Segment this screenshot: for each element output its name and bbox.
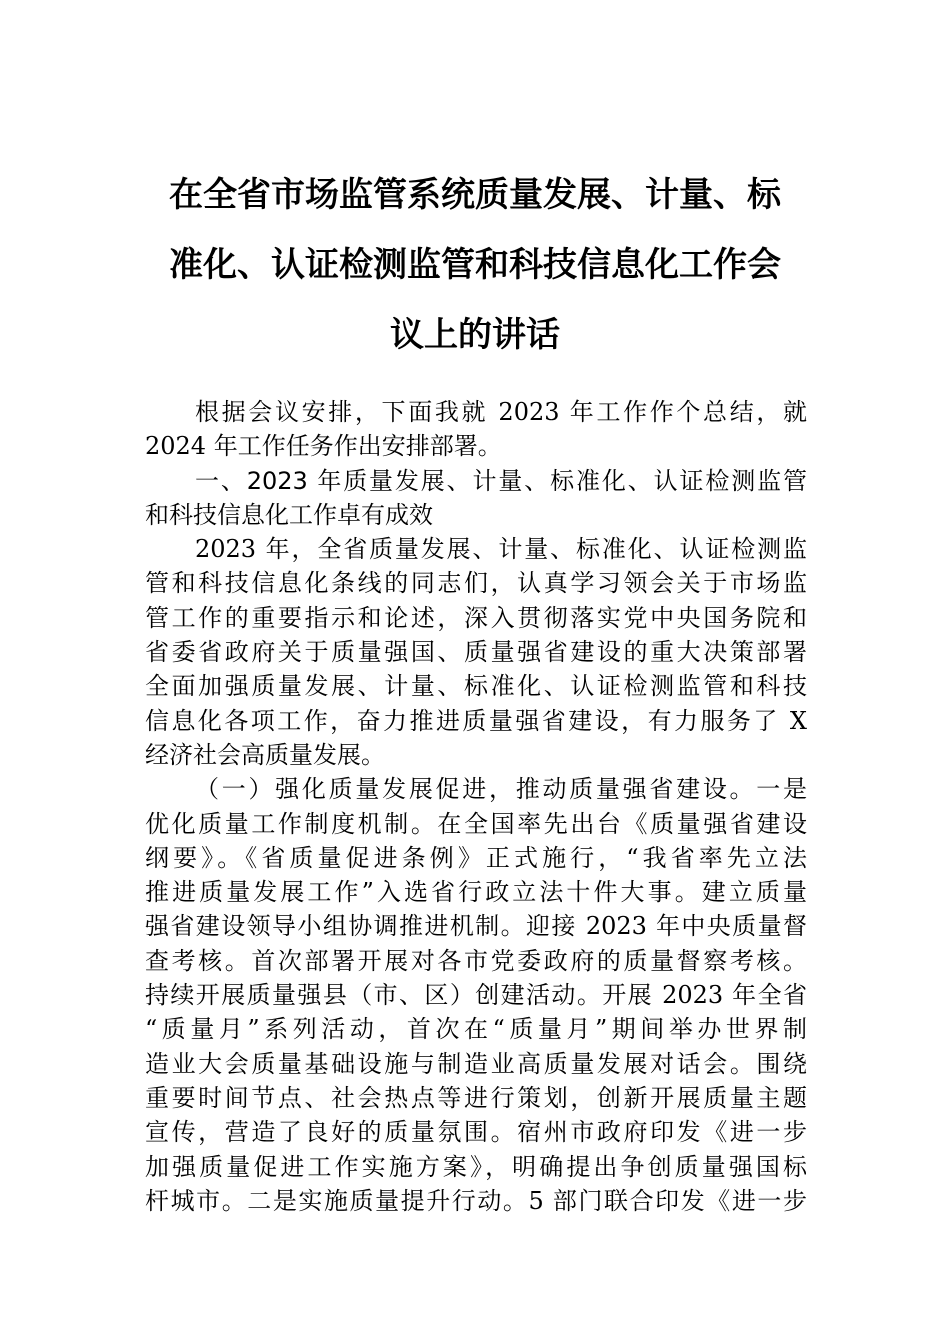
document-title [150, 160, 800, 370]
title-line: 在全省市场监管系统质量发展、计量、标 [169, 175, 781, 215]
subsection-line: 纲要》。《省质量促进条例》正式施行，“我省率先立法 [145, 843, 807, 872]
paragraph-line: 管工作的重要指示和论述，深入贯彻落实党中央国务院和 [145, 603, 807, 632]
subsection-line: 优化质量工作制度机制。在全国率先出台《质量强省建设 [145, 809, 807, 838]
intro-line: 根据会议安排，下面我就 2023 年工作作个总结，就 [195, 398, 807, 426]
subsection-line: （一）强化质量发展促进，推动质量强省建设。一是 [195, 775, 807, 804]
subsection-line: 重要时间节点、社会热点等进行策划，创新开展质量主题 [145, 1083, 807, 1112]
subsection-line: 杆城市。二是实施质量提升行动。5 部门联合印发《进一步 [145, 1186, 807, 1215]
section-heading-line: 和科技信息化工作卓有成效 [145, 500, 433, 529]
subsection-line: 推进质量发展工作”入选省行政立法十件大事。建立质量 [145, 878, 807, 907]
subsection-line: 强省建设领导小组协调推进机制。迎接 2023 年中央质量督 [145, 912, 807, 941]
section-heading-line: 一、2023 年质量发展、计量、标准化、认证检测监管 [195, 466, 807, 495]
intro-line: 2024 年工作任务作出安排部署。 [145, 432, 502, 461]
subsection-line: 加强质量促进工作实施方案》，明确提出争创质量强国标 [145, 1152, 807, 1181]
subsection-line: “质量月”系列活动，首次在“质量月”期间举办世界制 [145, 1015, 807, 1044]
subsection-line: 持续开展质量强县（市、区）创建活动。开展 2023 年全省 [145, 981, 807, 1010]
paragraph-line: 信息化各项工作，奋力推进质量强省建设，有力服务了 X [145, 706, 807, 735]
subsection-line: 查考核。首次部署开展对各市党委政府的质量督察考核。 [145, 946, 807, 975]
subsection-line: 造业大会质量基础设施与制造业高质量发展对话会。围绕 [145, 1049, 807, 1078]
title-line: 准化、认证检测监管和科技信息化工作会 [169, 245, 781, 285]
document-body [145, 395, 807, 1218]
paragraph-line: 2023 年，全省质量发展、计量、标准化、认证检测监 [195, 535, 807, 564]
title-line: 议上的讲话 [390, 315, 560, 355]
paragraph-line: 管和科技信息化条线的同志们，认真学习领会关于市场监 [145, 569, 807, 598]
paragraph-line: 经济社会高质量发展。 [145, 740, 385, 769]
subsection-line: 宣传，营造了良好的质量氛围。宿州市政府印发《进一步 [145, 1118, 807, 1147]
paragraph-line: 省委省政府关于质量强国、质量强省建设的重大决策部署 [145, 638, 807, 667]
paragraph-line: 全面加强质量发展、计量、标准化、认证检测监管和科技 [145, 672, 807, 701]
